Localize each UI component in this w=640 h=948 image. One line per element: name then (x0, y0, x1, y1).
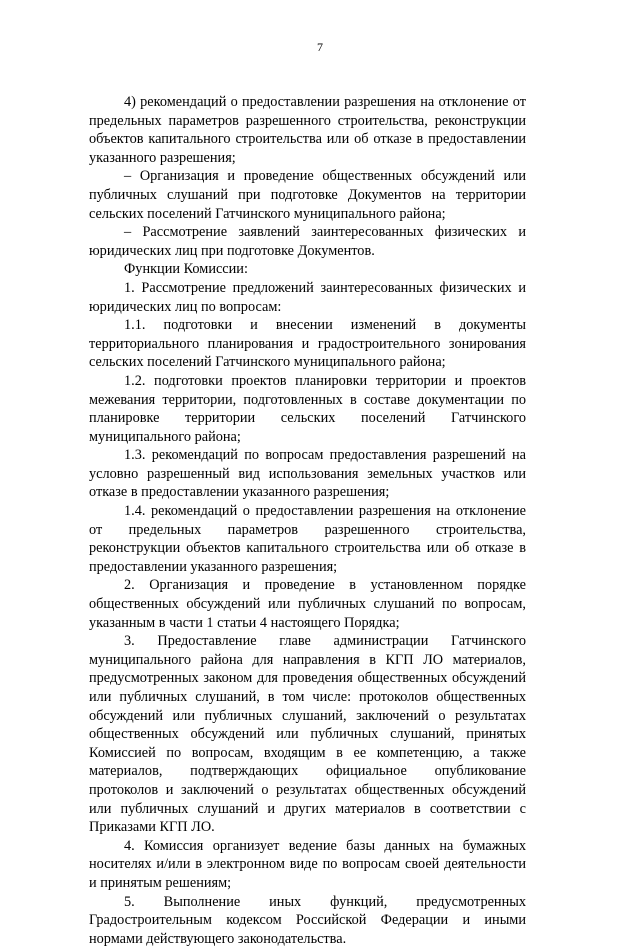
paragraph-function-1-2: 1.2. подготовки проектов планировки территории и проектов межевания территории, подготовленных в составе документации по планировке территории сельских поселений Гатчинского муниципального района; (89, 372, 526, 445)
paragraph-review-applications: – Рассмотрение заявлений заинтересованных физических и юридических лиц при подготовке Документов. (89, 224, 526, 259)
document-body (89, 93, 526, 948)
paragraph-function-1-1: 1.1. подготовки и внесении изменений в документы территориального планирования и градостроительного зонирования сельских поселений Гатчинского муниципального района; (89, 317, 526, 371)
section-heading-commission-functions: Функции Комиссии: (124, 261, 248, 278)
paragraph-function-5: 5. Выполнение иных функций, предусмотренных Градостроительным кодексом Российской Федерации и иными нормами действующего законодательства. (89, 893, 526, 947)
paragraph-function-2: 2. Организация и проведение в установленном порядке общественных обсуждений или публичных слушаний по вопросам, указанным в части 1 статьи 4 настоящего Порядка; (89, 577, 526, 631)
paragraph-function-1-4: 1.4. рекомендаций о предоставлении разрешения на отклонение от предельных параметров разрешенного строительства, реконструкции объектов капитального строительства или об отказе в предоставлении указанного разрешения; (89, 503, 526, 575)
page-number: 7 (317, 40, 323, 54)
paragraph-function-1: 1. Рассмотрение предложений заинтересованных физических и юридических лиц по вопросам: (89, 279, 526, 315)
paragraph-item-4-recommendations: 4) рекомендаций о предоставлении разрешения на отклонение от предельных параметров разрешенного строительства, реконструкции объектов капитального строительства или об отказе в предоставлении указанного разрешения; (89, 94, 526, 166)
paragraph-function-1-3: 1.3. рекомендаций по вопросам предоставления разрешений на условно разрешенный вид использования земельных участков или отказе в предоставлении указанного разрешения; (89, 447, 526, 501)
paragraph-function-3: 3. Предоставление главе администрации Гатчинского муниципального района для направления в КГП ЛО материалов, предусмотренных законом для проведения общественных обсуждений или публичных слушаний, в том числе: протоколов общественных обсуждений или публичных слушаний, заключений о результатах общественных обсуждений или публичных слушаний, принятых Комиссией по вопросам, входящим в ее компетенцию, а также материалов, подтверждающих официальное опубликование протоколов и заключений о результатах общественных обсуждений или публичных слушаний и других материалов в соответствии с Приказами КГП ЛО. (89, 633, 526, 836)
paragraph-organization-hearings: – Организация и проведение общественных обсуждений или публичных слушаний при подготовке Документов на территории сельских поселений Гатчинского муниципального района; (89, 168, 526, 222)
paragraph-function-4: 4. Комиссия организует ведение базы данных на бумажных носителях и/или в электронном виде по вопросам своей деятельности и принятым решениям; (89, 837, 526, 891)
